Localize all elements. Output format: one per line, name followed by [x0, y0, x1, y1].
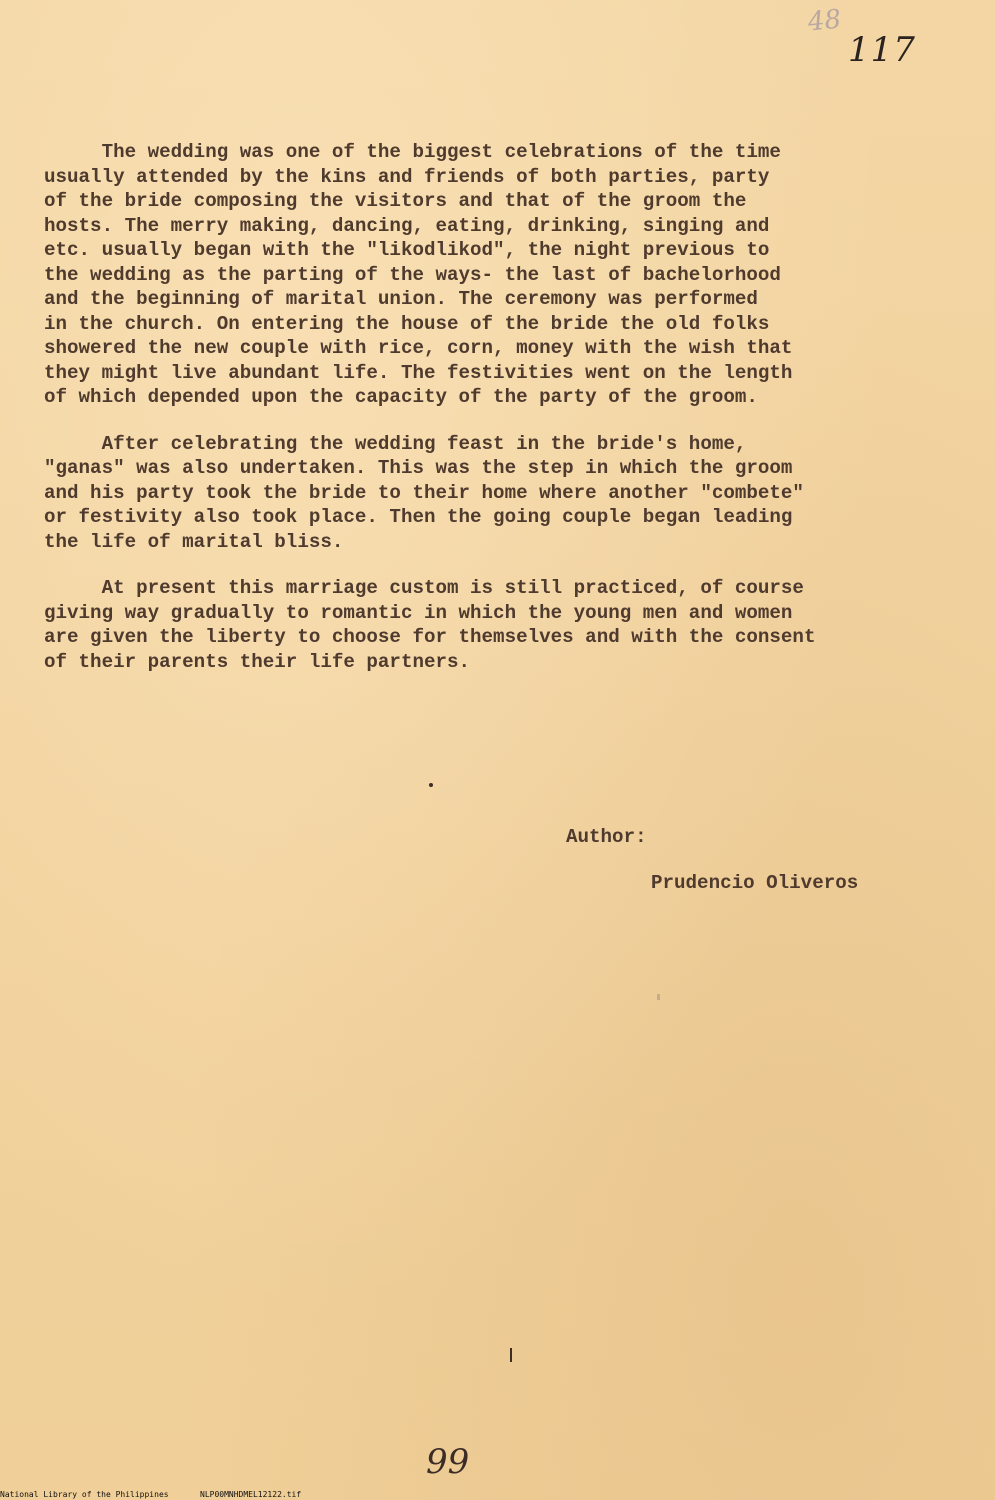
bottom-page-number: 99 — [426, 1442, 470, 1482]
body-text — [44, 140, 992, 696]
text-line: "ganas" was also undertaken. This was the step in which the groom — [44, 457, 793, 479]
text-line: usually attended by the kins and friends of both parties, party — [44, 165, 770, 188]
text-line: the life of marital bliss. — [44, 530, 344, 553]
text-line: or festivity also took place. Then the going couple began leading — [44, 506, 793, 528]
scan-footer — [0, 1489, 995, 1500]
text-line: in the church. On entering the house of the bride the old folks — [44, 312, 770, 335]
text-line: and the beginning of marital union. The ceremony was performed — [44, 288, 758, 310]
text-line: giving way gradually to romantic in which the young men and women — [44, 601, 793, 624]
pencil-page-number: 48 — [806, 4, 843, 38]
author-label: Author: — [566, 826, 647, 848]
text-line: showered the new couple with rice, corn, money with the wish that — [44, 337, 793, 359]
ink-tick — [510, 1348, 512, 1362]
text-line: of their parents their life partners. — [44, 650, 471, 673]
text-line: etc. usually began with the "likodlikod", the night previous to — [44, 239, 770, 261]
text-line: The wedding was one of the biggest celebrations of the time — [44, 141, 781, 163]
text-line: and his party took the bride to their home where another "combete" — [44, 481, 804, 504]
ink-dot — [429, 783, 433, 787]
text-line: hosts. The merry making, dancing, eating, drinking, singing and — [44, 214, 770, 237]
text-line: of which depended upon the capacity of the party of the groom. — [44, 386, 758, 408]
paragraph-wedding — [44, 140, 992, 410]
scan-filename: NLP00MNHDMEL12122.tif — [200, 1490, 302, 1499]
ink-page-number: 117 — [848, 30, 916, 70]
paragraph-ganas — [44, 432, 992, 555]
author-name: Prudencio Oliveros — [651, 872, 859, 894]
text-line: are given the liberty to choose for themselves and with the consent — [44, 626, 816, 648]
library-credit: National Library of the Philippines — [0, 1490, 169, 1499]
paper-speck — [657, 994, 660, 1000]
paragraph-present-custom — [44, 576, 992, 674]
text-line: they might live abundant life. The festivities went on the length — [44, 361, 793, 384]
text-line: After celebrating the wedding feast in the bride's home, — [44, 432, 747, 455]
text-line: the wedding as the parting of the ways- the last of bachelorhood — [44, 263, 781, 286]
text-line: of the bride composing the visitors and that of the groom the — [44, 190, 747, 212]
text-line: At present this marriage custom is still practiced, of course — [44, 577, 804, 599]
